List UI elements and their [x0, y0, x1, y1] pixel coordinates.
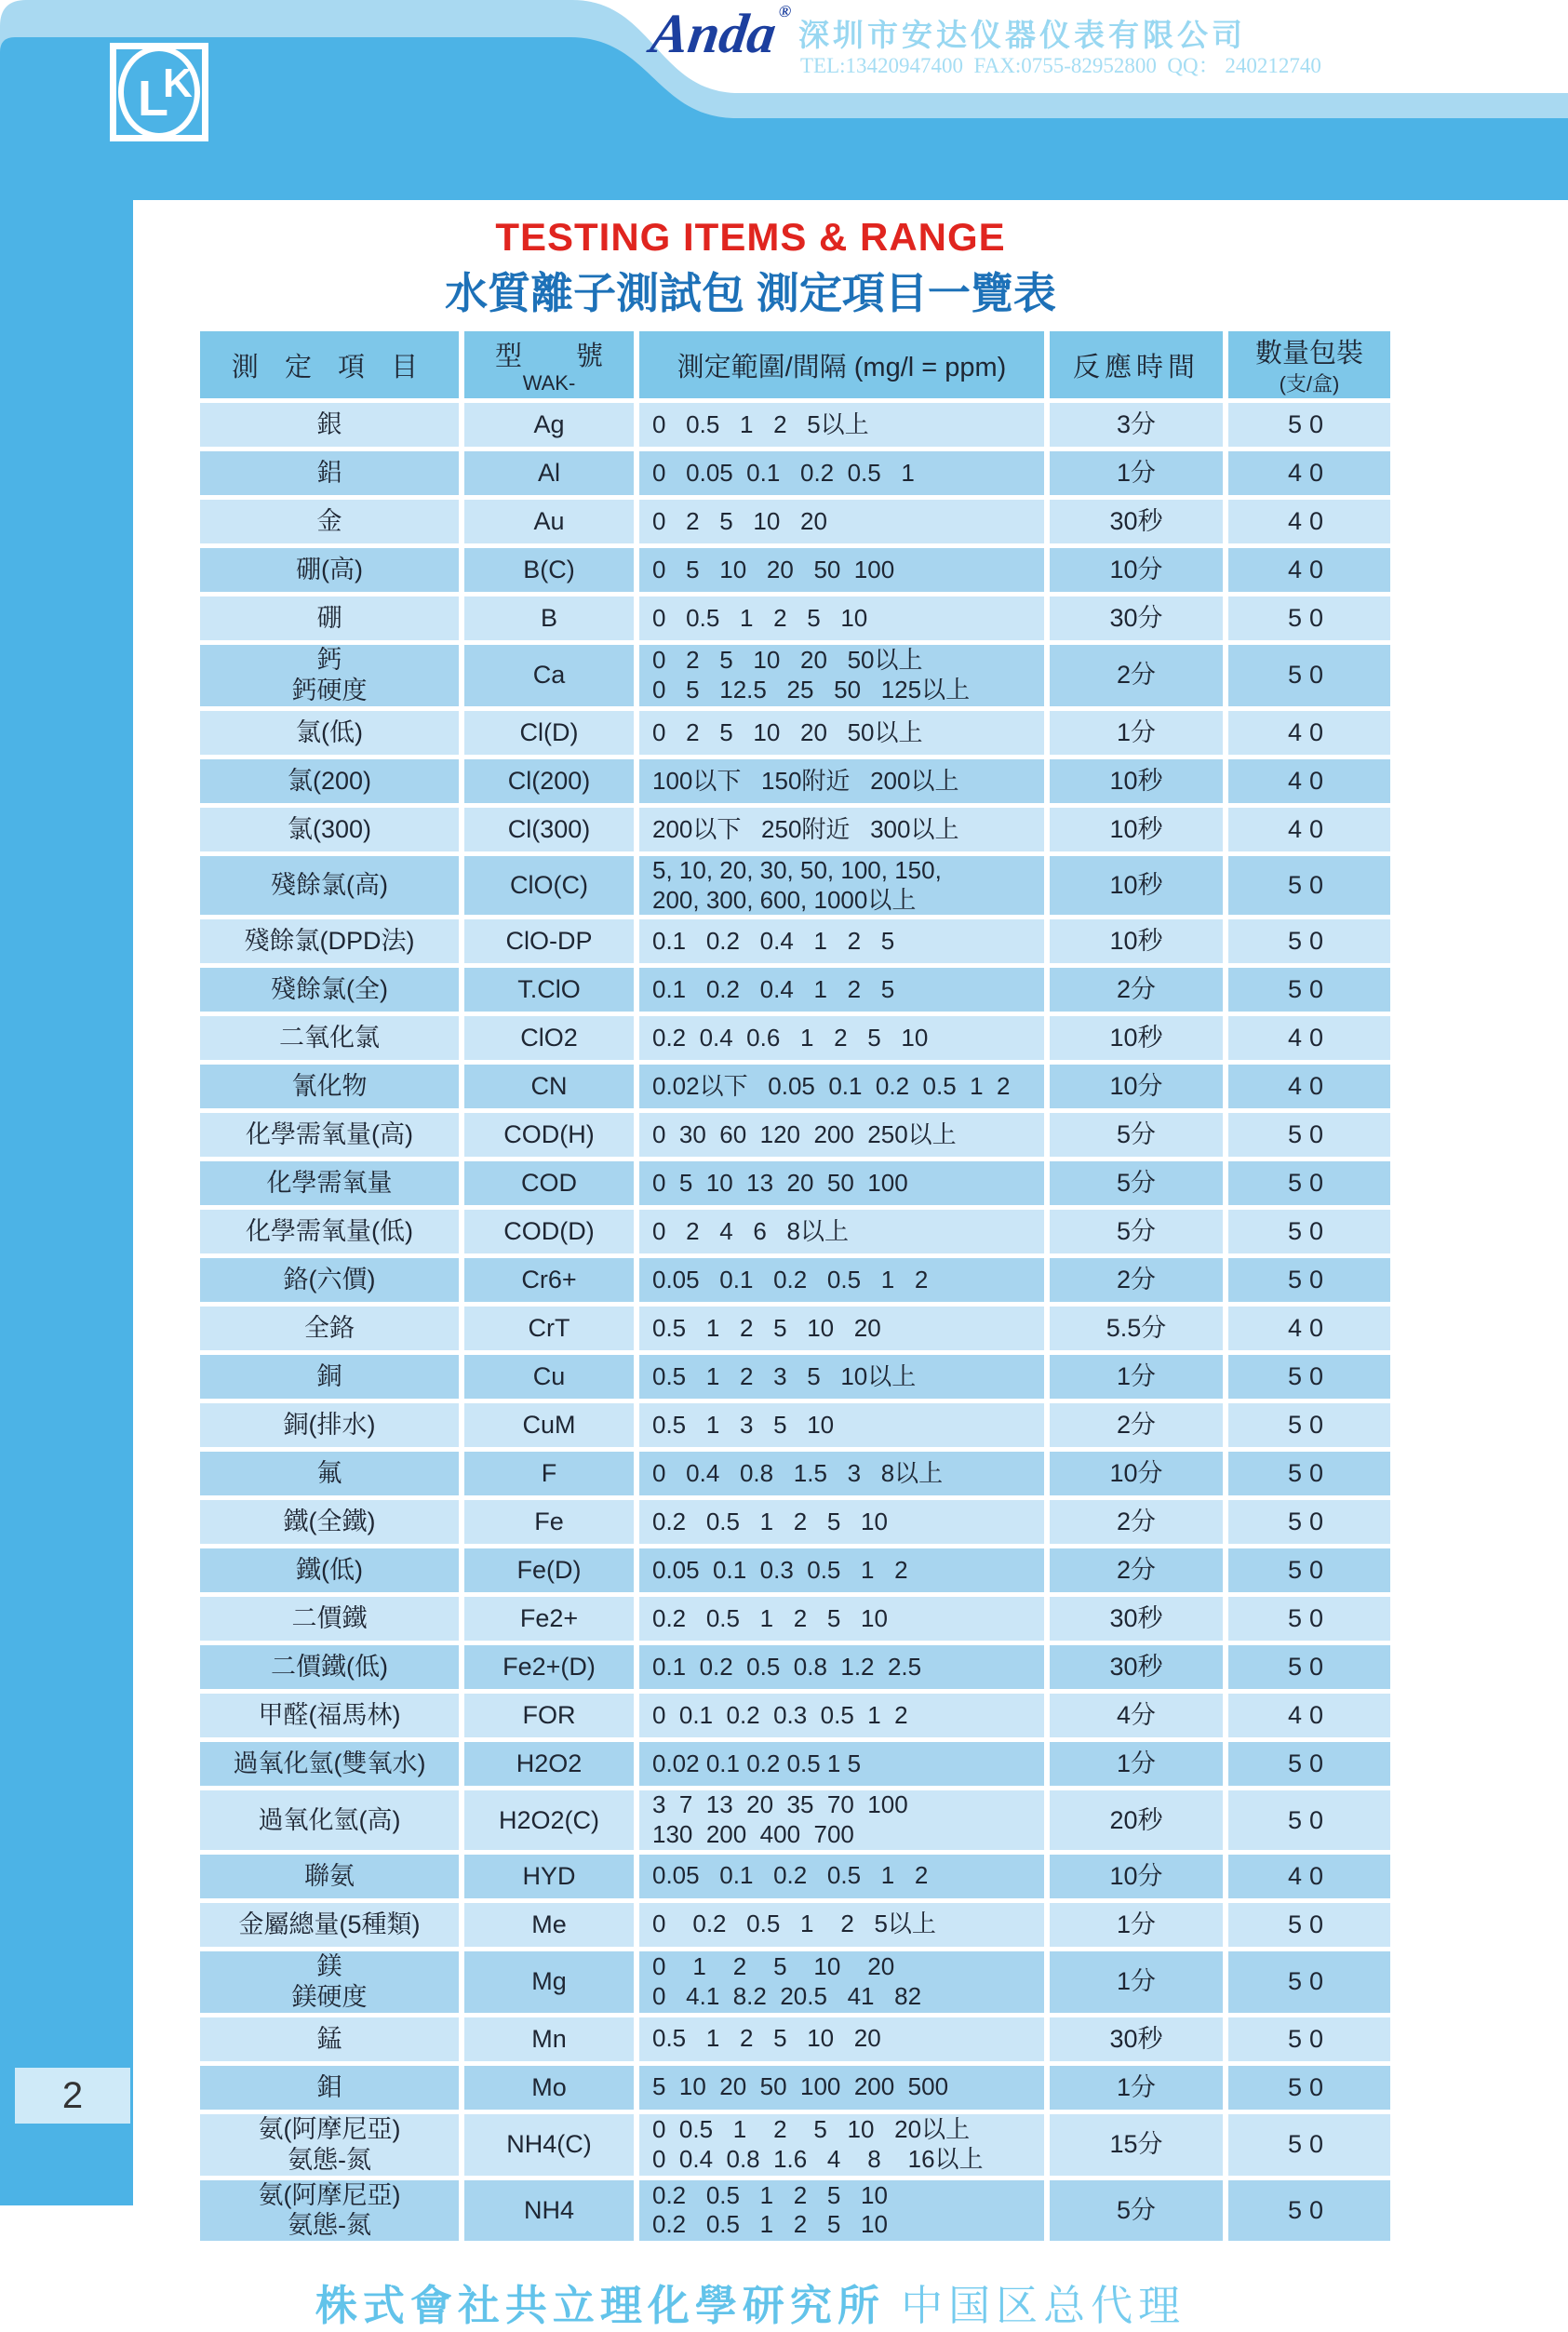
qty-cell: 50 [1228, 1210, 1390, 1253]
model-cell: F [464, 1452, 634, 1495]
lk-logo-letter-l: L [138, 71, 168, 127]
model-cell: H2O2(C) [464, 1790, 634, 1849]
range-cell: 0 0.5 1 2 5 10 [639, 596, 1044, 640]
col-header-qty: 數量包裝 (支/盒) [1228, 331, 1390, 398]
model-cell: Au [464, 500, 634, 543]
page-title-english: TESTING ITEMS & RANGE [495, 215, 1006, 259]
time-cell: 2分 [1050, 645, 1223, 706]
item-cell: 銅 [200, 1355, 459, 1399]
time-cell: 10分 [1050, 1065, 1223, 1108]
time-cell: 30秒 [1050, 1597, 1223, 1641]
item-cell: 化學需氧量(高) [200, 1113, 459, 1157]
qty-cell: 40 [1228, 1065, 1390, 1108]
content-panel [133, 200, 1568, 2332]
model-cell: Fe(D) [464, 1548, 634, 1592]
model-cell: Al [464, 451, 634, 495]
table-row [200, 1403, 1390, 1447]
qty-cell: 50 [1228, 645, 1390, 706]
time-cell: 10秒 [1050, 759, 1223, 803]
page-title-chinese: 水質離子測試包 測定項目一覽表 [445, 269, 1056, 317]
model-cell: COD(H) [464, 1113, 634, 1157]
range-cell: 0 0.5 1 2 5以上 [639, 403, 1044, 447]
qty-cell: 50 [1228, 856, 1390, 915]
footer-agency-line [133, 2272, 1368, 2332]
time-cell: 10秒 [1050, 919, 1223, 963]
range-cell: 0.2 0.4 0.6 1 2 5 10 [639, 1016, 1044, 1060]
model-cell: Ca [464, 645, 634, 706]
table-row [200, 1452, 1390, 1495]
item-cell: 鎂 鎂硬度 [200, 1951, 459, 2013]
item-cell: 過氧化氫(高) [200, 1790, 459, 1849]
table-body [200, 403, 1390, 2241]
item-cell: 鐵(全鐵) [200, 1500, 459, 1544]
lk-logo-letter-k: K [163, 60, 193, 106]
table-row [200, 1548, 1390, 1592]
qty-cell: 50 [1228, 1645, 1390, 1689]
model-cell: T.ClO [464, 968, 634, 1012]
range-cell: 0.1 0.2 0.5 0.8 1.2 2.5 [639, 1645, 1044, 1689]
qty-cell: 40 [1228, 711, 1390, 755]
item-cell: 銀 [200, 403, 459, 447]
table-row [200, 1645, 1390, 1689]
item-cell: 過氧化氫(雙氧水) [200, 1742, 459, 1786]
qty-cell: 40 [1228, 451, 1390, 495]
range-cell: 0 0.1 0.2 0.3 0.5 1 2 [639, 1694, 1044, 1737]
model-cell: Ag [464, 403, 634, 447]
model-cell: Fe2+(D) [464, 1645, 634, 1689]
item-cell: 鉬 [200, 2066, 459, 2110]
item-cell: 錳 [200, 2017, 459, 2061]
agency-region: 中国区总代理 [884, 2283, 1186, 2330]
model-cell: Cl(200) [464, 759, 634, 803]
time-cell: 2分 [1050, 1548, 1223, 1592]
model-cell: Cr6+ [464, 1258, 634, 1302]
qty-cell: 50 [1228, 1113, 1390, 1157]
item-cell: 氯(300) [200, 808, 459, 851]
range-cell: 5, 10, 20, 30, 50, 100, 150, 200, 300, 600, 1000以上 [639, 856, 1044, 915]
model-cell: Fe [464, 1500, 634, 1544]
range-cell: 0.05 0.1 0.2 0.5 1 2 [639, 1258, 1044, 1302]
model-cell: ClO(C) [464, 856, 634, 915]
qty-cell: 40 [1228, 1307, 1390, 1350]
anda-brand-logo: Anda® [647, 2, 793, 64]
model-cell: H2O2 [464, 1742, 634, 1786]
qty-cell: 50 [1228, 1258, 1390, 1302]
table-row [200, 2066, 1390, 2110]
registered-mark-icon: ® [777, 2, 793, 20]
qty-cell: 40 [1228, 1016, 1390, 1060]
range-cell: 0.02 0.1 0.2 0.5 1 5 [639, 1742, 1044, 1786]
item-cell: 殘餘氯(DPD法) [200, 919, 459, 963]
range-cell: 0.2 0.5 1 2 5 10 [639, 1500, 1044, 1544]
item-cell: 二價鐵(低) [200, 1645, 459, 1689]
range-cell: 0 0.2 0.5 1 2 5以上 [639, 1903, 1044, 1947]
range-cell: 0.2 0.5 1 2 5 10 [639, 1597, 1044, 1641]
model-cell: Cu [464, 1355, 634, 1399]
time-cell: 30秒 [1050, 1645, 1223, 1689]
range-cell: 0.5 1 2 5 10 20 [639, 2017, 1044, 2061]
model-cell: NH4(C) [464, 2114, 634, 2176]
range-cell: 0.05 0.1 0.3 0.5 1 2 [639, 1548, 1044, 1592]
item-cell: 聯氨 [200, 1855, 459, 1898]
time-cell: 1分 [1050, 451, 1223, 495]
time-cell: 10秒 [1050, 808, 1223, 851]
qty-cell: 50 [1228, 1355, 1390, 1399]
qty-cell: 50 [1228, 919, 1390, 963]
table-row [200, 2114, 1390, 2176]
table-row [200, 403, 1390, 447]
table-row [200, 711, 1390, 755]
qty-cell: 50 [1228, 968, 1390, 1012]
model-cell: ClO2 [464, 1016, 634, 1060]
table-row [200, 1694, 1390, 1737]
time-cell: 1分 [1050, 1355, 1223, 1399]
time-cell: 5分 [1050, 1161, 1223, 1205]
table-row [200, 856, 1390, 915]
item-cell: 鉻(六價) [200, 1258, 459, 1302]
range-cell: 0.02以下 0.05 0.1 0.2 0.5 1 2 [639, 1065, 1044, 1108]
table-row [200, 759, 1390, 803]
item-cell: 化學需氧量(低) [200, 1210, 459, 1253]
item-cell: 甲醛(福馬林) [200, 1694, 459, 1737]
qty-cell: 40 [1228, 500, 1390, 543]
table-row [200, 1597, 1390, 1641]
time-cell: 5分 [1050, 1113, 1223, 1157]
model-cell: Cl(D) [464, 711, 634, 755]
range-cell: 0 1 2 5 10 20 0 4.1 8.2 20.5 41 82 [639, 1951, 1044, 2013]
table-row [200, 645, 1390, 706]
range-cell: 0 5 10 20 50 100 [639, 548, 1044, 592]
item-cell: 殘餘氯(高) [200, 856, 459, 915]
col-header-range: 測定範圍/間隔 (mg/l = ppm) [639, 331, 1044, 398]
table-row [200, 1258, 1390, 1302]
range-cell: 0 2 5 10 20 [639, 500, 1044, 543]
qty-cell: 40 [1228, 1855, 1390, 1898]
model-cell: ClO-DP [464, 919, 634, 963]
item-cell: 硼(高) [200, 548, 459, 592]
qty-cell: 50 [1228, 1790, 1390, 1849]
model-cell: B [464, 596, 634, 640]
table-row [200, 1790, 1390, 1849]
item-cell: 殘餘氯(全) [200, 968, 459, 1012]
range-cell: 0 0.5 1 2 5 10 20以上 0 0.4 0.8 1.6 4 8 16以上 [639, 2114, 1044, 2176]
qty-cell: 50 [1228, 1403, 1390, 1447]
range-cell: 3 7 13 20 35 70 100 130 200 400 700 [639, 1790, 1044, 1849]
qty-cell: 40 [1228, 1694, 1390, 1737]
item-cell: 鈣 鈣硬度 [200, 645, 459, 706]
table-header-row [200, 331, 1390, 398]
table-row [200, 1355, 1390, 1399]
range-cell: 0 5 10 13 20 50 100 [639, 1161, 1044, 1205]
item-cell: 二氧化氯 [200, 1016, 459, 1060]
page-number: 2 [61, 2074, 84, 2116]
time-cell: 2分 [1050, 968, 1223, 1012]
model-cell: Mn [464, 2017, 634, 2061]
time-cell: 1分 [1050, 711, 1223, 755]
page-number-box [15, 2068, 130, 2124]
table-row [200, 1951, 1390, 2013]
range-cell: 0.1 0.2 0.4 1 2 5 [639, 968, 1044, 1012]
range-cell: 0.05 0.1 0.2 0.5 1 2 [639, 1855, 1044, 1898]
table-row [200, 596, 1390, 640]
item-cell: 鐵(低) [200, 1548, 459, 1592]
time-cell: 1分 [1050, 1742, 1223, 1786]
range-cell: 0.5 1 3 5 10 [639, 1403, 1044, 1447]
col-header-item: 測 定 項 目 [200, 331, 459, 398]
range-cell: 0.5 1 2 3 5 10以上 [639, 1355, 1044, 1399]
item-cell: 化學需氧量 [200, 1161, 459, 1205]
qty-cell: 50 [1228, 2114, 1390, 2176]
range-cell: 0 2 4 6 8以上 [639, 1210, 1044, 1253]
table-row [200, 1500, 1390, 1544]
item-cell: 氨(阿摩尼亞) 氨態-氮 [200, 2180, 459, 2242]
qty-cell: 50 [1228, 1742, 1390, 1786]
kyoritsu-lk-logo [110, 43, 208, 141]
range-cell: 0 0.4 0.8 1.5 3 8以上 [639, 1452, 1044, 1495]
range-cell: 0.1 0.2 0.4 1 2 5 [639, 919, 1044, 963]
model-cell: NH4 [464, 2180, 634, 2242]
table-row [200, 1113, 1390, 1157]
model-cell: FOR [464, 1694, 634, 1737]
table-row [200, 919, 1390, 963]
table-row [200, 451, 1390, 495]
time-cell: 1分 [1050, 1951, 1223, 2013]
time-cell: 15分 [1050, 2114, 1223, 2176]
table-row [200, 1903, 1390, 1947]
table-row [200, 1855, 1390, 1898]
model-cell: Fe2+ [464, 1597, 634, 1641]
model-cell: CN [464, 1065, 634, 1108]
range-cell: 0 2 5 10 20 50以上 0 5 12.5 25 50 125以上 [639, 645, 1044, 706]
item-cell: 全鉻 [200, 1307, 459, 1350]
col-header-qty-sub: (支/盒) [1279, 372, 1340, 395]
item-cell: 鋁 [200, 451, 459, 495]
time-cell: 1分 [1050, 1903, 1223, 1947]
contact-line: TEL:13420947400 FAX:0755-82952800 QQ： 240212740 [800, 54, 1321, 77]
time-cell: 30秒 [1050, 2017, 1223, 2061]
time-cell: 10分 [1050, 548, 1223, 592]
qty-cell: 50 [1228, 1500, 1390, 1544]
left-blue-sidebar [0, 199, 133, 2205]
model-cell: CuM [464, 1403, 634, 1447]
item-cell: 硼 [200, 596, 459, 640]
model-cell: Me [464, 1903, 634, 1947]
time-cell: 10秒 [1050, 856, 1223, 915]
item-cell: 二價鐵 [200, 1597, 459, 1641]
table-row [200, 1307, 1390, 1350]
model-cell: B(C) [464, 548, 634, 592]
model-cell: Mo [464, 2066, 634, 2110]
col-header-model: 型 號 WAK- [464, 331, 634, 398]
item-cell: 金 [200, 500, 459, 543]
time-cell: 2分 [1050, 1403, 1223, 1447]
table-row [200, 2180, 1390, 2242]
range-cell: 0 30 60 120 200 250以上 [639, 1113, 1044, 1157]
col-header-time: 反應時間 [1050, 331, 1223, 398]
time-cell: 5分 [1050, 1210, 1223, 1253]
agency-name: 株式會社共立理化學研究所 [315, 2283, 885, 2330]
qty-cell: 40 [1228, 808, 1390, 851]
time-cell: 1分 [1050, 2066, 1223, 2110]
range-cell: 0 2 5 10 20 50以上 [639, 711, 1044, 755]
table-row [200, 1065, 1390, 1108]
model-cell: CrT [464, 1307, 634, 1350]
qty-cell: 50 [1228, 1548, 1390, 1592]
time-cell: 30秒 [1050, 500, 1223, 543]
qty-cell: 50 [1228, 1951, 1390, 2013]
qty-cell: 50 [1228, 403, 1390, 447]
qty-cell: 50 [1228, 1903, 1390, 1947]
item-cell: 銅(排水) [200, 1403, 459, 1447]
item-cell: 氟 [200, 1452, 459, 1495]
model-cell: Cl(300) [464, 808, 634, 851]
range-cell: 0.5 1 2 5 10 20 [639, 1307, 1044, 1350]
time-cell: 4分 [1050, 1694, 1223, 1737]
time-cell: 10分 [1050, 1855, 1223, 1898]
table-row [200, 2017, 1390, 2061]
item-cell: 金屬總量(5種類) [200, 1903, 459, 1947]
table-row [200, 548, 1390, 592]
item-cell: 氨(阿摩尼亞) 氨態-氮 [200, 2114, 459, 2176]
col-header-model-sub: WAK- [522, 370, 576, 395]
qty-cell: 50 [1228, 1597, 1390, 1641]
item-cell: 氯(低) [200, 711, 459, 755]
range-cell: 5 10 20 50 100 200 500 [639, 2066, 1044, 2110]
range-cell: 200以下 250附近 300以上 [639, 808, 1044, 851]
qty-cell: 50 [1228, 2066, 1390, 2110]
time-cell: 2分 [1050, 1258, 1223, 1302]
table-row [200, 1161, 1390, 1205]
time-cell: 10秒 [1050, 1016, 1223, 1060]
qty-cell: 40 [1228, 548, 1390, 592]
qty-cell: 50 [1228, 1452, 1390, 1495]
model-cell: HYD [464, 1855, 634, 1898]
range-cell: 0 0.05 0.1 0.2 0.5 1 [639, 451, 1044, 495]
table-row [200, 1210, 1390, 1253]
item-cell: 氯(200) [200, 759, 459, 803]
qty-cell: 50 [1228, 1161, 1390, 1205]
qty-cell: 40 [1228, 759, 1390, 803]
model-cell: Mg [464, 1951, 634, 2013]
table-row [200, 1016, 1390, 1060]
qty-cell: 50 [1228, 2017, 1390, 2061]
item-cell: 氰化物 [200, 1065, 459, 1108]
qty-cell: 50 [1228, 2180, 1390, 2242]
testing-items-table [194, 327, 1396, 2245]
time-cell: 10分 [1050, 1452, 1223, 1495]
time-cell: 5分 [1050, 2180, 1223, 2242]
table-row [200, 1742, 1390, 1786]
model-cell: COD(D) [464, 1210, 634, 1253]
model-cell: COD [464, 1161, 634, 1205]
time-cell: 20秒 [1050, 1790, 1223, 1849]
time-cell: 30分 [1050, 596, 1223, 640]
range-cell: 0.2 0.5 1 2 5 10 0.2 0.5 1 2 5 10 [639, 2180, 1044, 2242]
time-cell: 2分 [1050, 1500, 1223, 1544]
time-cell: 5.5分 [1050, 1307, 1223, 1350]
qty-cell: 50 [1228, 596, 1390, 640]
time-cell: 3分 [1050, 403, 1223, 447]
range-cell: 100以下 150附近 200以上 [639, 759, 1044, 803]
table-row [200, 968, 1390, 1012]
table-row [200, 808, 1390, 851]
table-row [200, 500, 1390, 543]
company-name: 深圳市安达仪器仪表有限公司 [798, 20, 1246, 53]
